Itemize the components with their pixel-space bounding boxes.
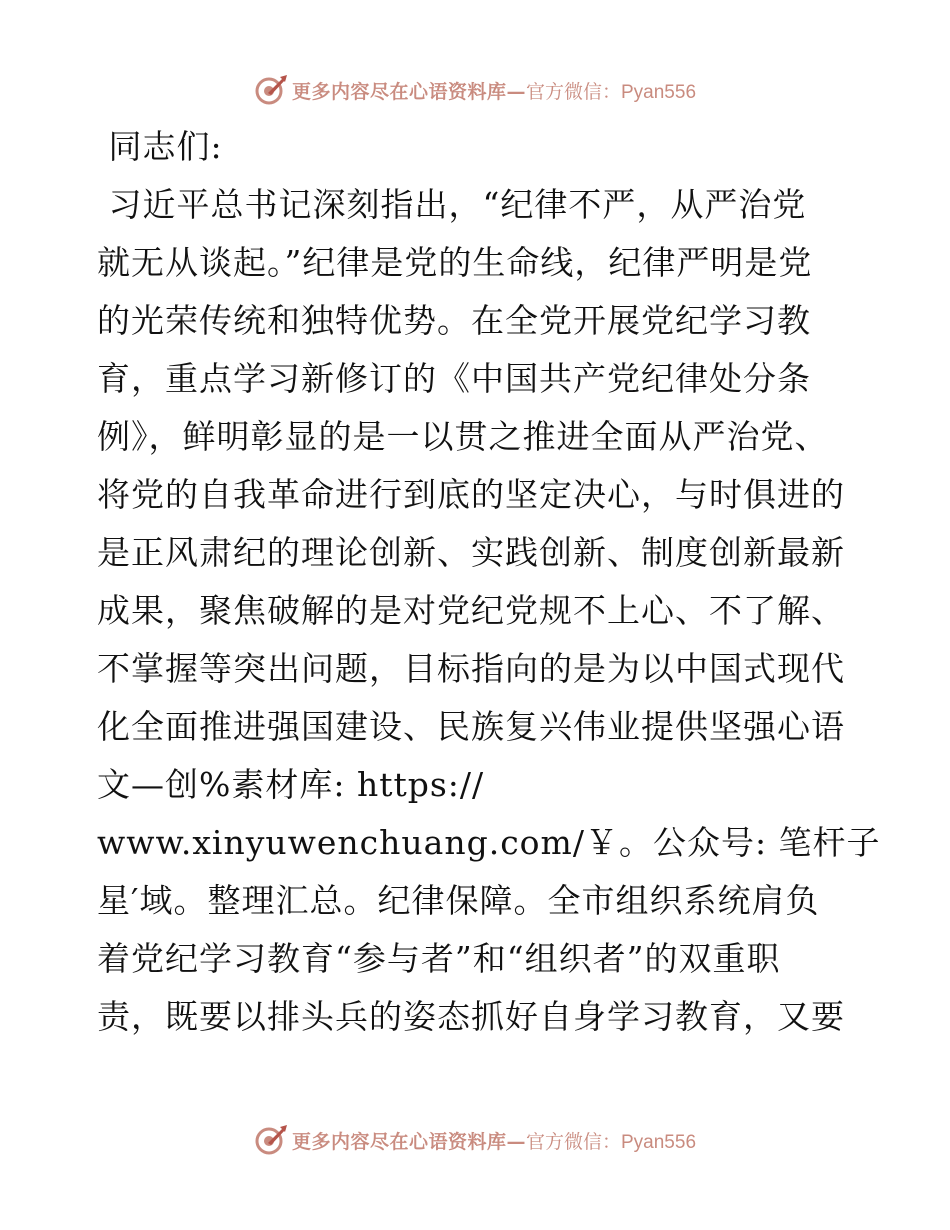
text-line: 育，重点学习新修订的《中国共产党纪律处分条 xyxy=(97,359,811,398)
watermark-footer xyxy=(0,1118,950,1162)
text-line: 不掌握等突出问题，目标指向的是为以中国式现代 xyxy=(97,649,845,688)
text-line: 习近平总书记深刻指出，“纪律不严，从严治党 xyxy=(97,185,807,224)
watermark-contact: 官方微信：Pyan556 xyxy=(526,81,697,103)
watermark-contact: 官方微信：Pyan556 xyxy=(526,1131,697,1153)
text-line: 化全面推进强国建设、民族复兴伟业提供坚强心语 xyxy=(97,707,845,746)
text-line: 的光荣传统和独特优势。在全党开展党纪学习教 xyxy=(97,301,811,340)
text-line: www.xinyuwenchuang.com/￥。公众号: 笔杆子 xyxy=(97,823,881,862)
text-line: 例》，鲜明彰显的是一以贯之推进全面从严治党、 xyxy=(97,417,829,456)
text-line: 将党的自我革命进行到底的坚定决心，与时俱进的 xyxy=(97,475,845,514)
document-body xyxy=(97,118,881,1046)
watermark-brand: 更多内容尽在心语资料库— xyxy=(291,1130,526,1153)
watermark-brand: 更多内容尽在心语资料库— xyxy=(291,80,526,103)
text-line: 责，既要以排头兵的姿态抓好自身学习教育，又要 xyxy=(97,997,845,1036)
text-line: 着党纪学习教育“参与者”和“组织者”的双重职 xyxy=(97,939,781,978)
quill-pen-logo-icon xyxy=(254,1123,288,1157)
text-line: 同志们: xyxy=(97,127,223,166)
text-line: 成果，聚焦破解的是对党纪党规不上心、不了解、 xyxy=(97,591,845,630)
quill-pen-logo-icon xyxy=(254,73,288,107)
text-line: 星′域。整理汇总。纪律保障。全市组织系统肩负 xyxy=(97,881,820,920)
watermark-header xyxy=(0,68,950,112)
text-line: 是正风肃纪的理论创新、实践创新、制度创新最新 xyxy=(97,533,845,572)
text-line: 就无从谈起。”纪律是党的生命线，纪律严明是党 xyxy=(97,243,813,282)
text-line: 文—创%素材库: https:// xyxy=(97,765,485,804)
